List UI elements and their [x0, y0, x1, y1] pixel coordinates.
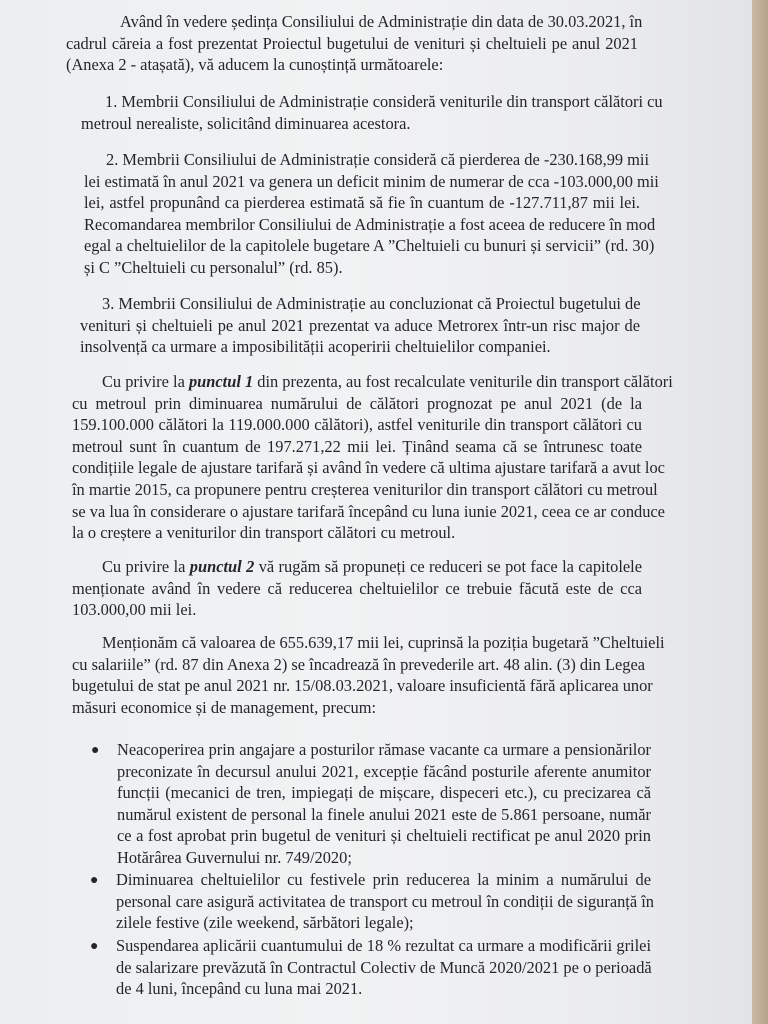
- paragraph-punctul-1: [72, 371, 673, 544]
- text-line: în martie 2015, ca propunere pentru creșterea veniturilor din transport călători cu metroul: [72, 479, 658, 499]
- text-line: metroul nerealiste, solicitând diminuarea acestora.: [81, 113, 411, 133]
- text-line: de 4 luni, începând cu luna mai 2021.: [116, 979, 363, 999]
- emphasis-punctul-1: punctul 1: [188, 372, 254, 391]
- bullet-marker: ●: [90, 873, 99, 888]
- text-line: măsuri economice și de management, precum:: [72, 697, 377, 717]
- text-line: venituri și cheltuieli pe anul 2021 prezentat va aduce Metrorex într-un risc major de: [80, 315, 640, 335]
- text-line: 103.000,00 mii lei.: [72, 600, 197, 620]
- paragraph-lead-text: Cu privire la: [102, 372, 189, 391]
- text-line: Menționăm că valoarea de 655.639,17 mii lei, cuprinsă la poziția bugetară ”Cheltuieli: [102, 633, 665, 652]
- text-line: cu salariile” (rd. 87 din Anexa 2) se încadrează în prevederile art. 48 alin. (3) din Legea: [72, 654, 645, 674]
- text-line: și C ”Cheltuieli cu personalul” (rd. 85).: [84, 257, 343, 277]
- bullet-marker: ●: [90, 939, 99, 954]
- text-line: Suspendarea aplicării cuantumului de 18 % rezultat ca urmare a modificării grilei: [116, 936, 651, 955]
- numbered-point-3: [80, 293, 640, 358]
- text-line: la o creștere a veniturilor din transport călători cu metroul.: [72, 523, 456, 543]
- text-line: 3. Membrii Consiliului de Administrație au concluzionat că Proiectul bugetului de: [102, 294, 641, 313]
- text-line: se va lua în considerare o ajustare tarifară începând cu luna iunie 2021, ceea ce ar conduce: [72, 501, 665, 521]
- text-line: lei, astfel propunând ca pierderea estimată să fie în cuantum de -127.711,87 mii lei.: [84, 193, 640, 213]
- text-line: cu metroul prin diminuarea numărului de călători prognozat pe anul 2021 (de la: [72, 393, 642, 413]
- text-line: de salarizare prevăzută în Contractul Colectiv de Muncă 2020/2021 pe o perioadă: [116, 957, 652, 977]
- text-line: preconizate în decursul anului 2021, excepție făcând posturile aferente anumitor: [117, 761, 651, 781]
- text-line: [72, 556, 642, 578]
- text-line: zilele festive (zile weekend, sărbători legale);: [116, 913, 414, 933]
- bullet-marker: ●: [91, 743, 100, 758]
- bullet-item-1: [117, 739, 651, 869]
- text-line: bugetului de stat pe anul 2021 nr. 15/08.03.2021, valoare insuficientă fără aplicarea unor: [72, 676, 653, 696]
- text-line: funcții (mecanici de tren, impiegați de mișcare, dispeceri etc.), cu precizarea că: [117, 783, 651, 803]
- text-line: condițiile legale de ajustare tarifară și având în vedere că ultima ajustare tarifară a avut loc: [72, 458, 665, 478]
- text-line: Recomandarea membrilor Consiliului de Administrație a fost aceea de reducere în mod: [84, 214, 656, 234]
- text-line: Hotărârea Guvernului nr. 749/2020;: [117, 847, 352, 867]
- text-line: personal care asigură activitatea de transport cu metroul în condiții de siguranță în: [116, 891, 654, 911]
- text-line: numărul existent de personal la finele anului 2021 este de 5.861 persoane, număr: [117, 804, 651, 824]
- text-line: 1. Membrii Consiliului de Administrație consideră veniturile din transport călători cu: [105, 92, 663, 111]
- text-line: Diminuarea cheltuielilor cu festivele prin reducerea la minim a numărului de: [116, 870, 651, 889]
- text-line: (Anexa 2 - atașată), vă aducem la cunoștință următoarele:: [66, 55, 444, 75]
- text-line: ce a fost aprobat prin bugetul de venituri și cheltuieli rectificat pe anul 2020 prin: [117, 826, 651, 846]
- text-line: egal a cheltuielilor de la capitolele bugetare A ”Cheltuieli cu bunuri și servicii” (rd. 30): [84, 236, 655, 256]
- text-line: insolvență ca urmare a imposibilității acoperirii cheltuielilor companiei.: [80, 337, 551, 357]
- text-line: [72, 371, 673, 393]
- paragraph-mentionam: [72, 632, 665, 718]
- text-line: Având în vedere ședința Consiliului de Administrație din data de 30.03.2021, în: [120, 12, 643, 31]
- paragraph-punctul-2: [72, 556, 642, 621]
- paragraph-lead-text: vă rugăm să propuneți ce reduceri se pot face la capitolele: [254, 557, 642, 576]
- text-line: menționate având în vedere că reducerea cheltuielilor ce trebuie făcută este de cca: [72, 578, 642, 598]
- bullet-item-2: [116, 869, 654, 934]
- intro-paragraph: [66, 11, 643, 76]
- text-line: lei estimată în anul 2021 va genera un deficit minim de numerar de cca -103.000,00 mii: [84, 171, 659, 191]
- paragraph-lead-text: din prezenta, au fost recalculate veniturile din transport călători: [253, 372, 673, 391]
- numbered-point-2: [84, 149, 659, 279]
- numbered-point-1: [81, 91, 663, 134]
- text-line: Neacoperirea prin angajare a posturilor rămase vacante ca urmare a pensionărilor: [117, 740, 651, 759]
- text-line: 2. Membrii Consiliului de Administrație consideră că pierderea de -230.168,99 mii: [106, 150, 650, 169]
- text-line: 159.100.000 călători la 119.000.000 călători), astfel veniturile din transport călători cu: [72, 415, 642, 435]
- emphasis-punctul-2: punctul 2: [189, 557, 255, 576]
- paragraph-lead-text: Cu privire la: [102, 557, 190, 576]
- text-line: cadrul căreia a fost prezentat Proiectul bugetului de venituri și cheltuieli pe anul 2021: [66, 33, 638, 53]
- text-line: metroul sunt în cuantum de 197.271,22 mii lei. Ținând seama că se întrunesc toate: [72, 436, 642, 456]
- bullet-item-3: [116, 935, 651, 1000]
